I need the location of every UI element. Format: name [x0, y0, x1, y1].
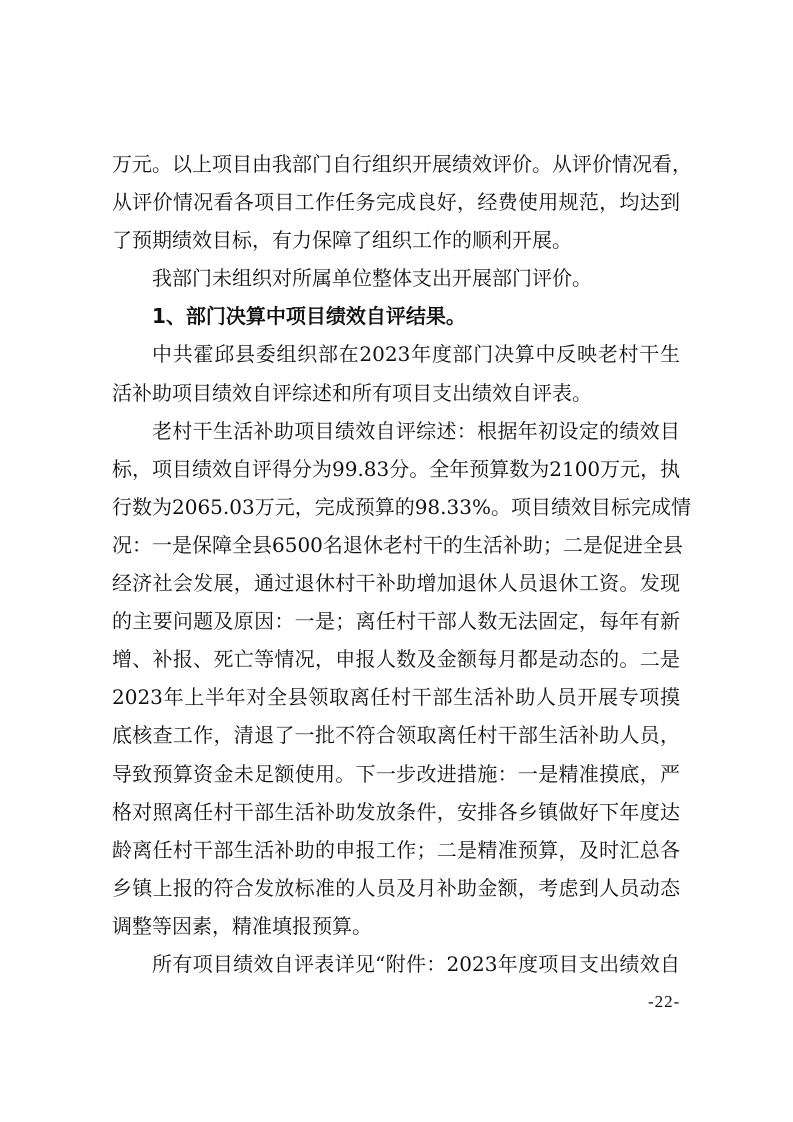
paragraph-line: 所有项目绩效自评表详见“附件：2023年度项目支出绩效自 [152, 951, 680, 976]
paragraph-line: 老村干生活补助项目绩效自评综述：根据年初设定的绩效目 [152, 418, 680, 443]
paragraph-line: 活补助项目绩效自评综述和所有项目支出绩效自评表。 [112, 380, 592, 405]
paragraph-line: 中共霍邱县委组织部在2023年度部门决算中反映老村干生 [152, 342, 680, 367]
paragraph-line: 了预期绩效目标，有力保障了组织工作的顺利开展。 [112, 228, 572, 253]
paragraph-line: 调整等因素，精准填报预算。 [112, 913, 372, 938]
paragraph-line: 底核查工作，清退了一批不符合领取离任村干部生活补助人员， [112, 723, 680, 748]
paragraph-line: 标，项目绩效自评得分为99.83分。全年预算数为2100万元，执 [112, 456, 681, 481]
paragraph-line: 万元。以上项目由我部门自行组织开展绩效评价。从评价情况看， [112, 152, 692, 176]
paragraph-line: 增、补报、死亡等情况，申报人数及金额每月都是动态的。二是 [112, 647, 680, 672]
paragraph-line: 况：一是保障全县6500名退休老村干的生活补助；二是促进全县 [112, 532, 683, 557]
paragraph-line: 的主要问题及原因：一是；离任村干部人数无法固定，每年有新 [112, 609, 680, 634]
paragraph-line: 经济社会发展，通过退休村干补助增加退休人员退休工资。发现 [112, 571, 680, 596]
page-number: -22- [648, 992, 681, 1011]
paragraph-line: 格对照离任村干部生活补助发放条件，安排各乡镇做好下年度达 [112, 799, 680, 824]
section-heading: 1、部门决算中项目绩效自评结果。 [152, 304, 466, 329]
paragraph-line: 龄离任村干部生活补助的申报工作；二是精准预算，及时汇总各 [112, 837, 680, 862]
paragraph-line: 乡镇上报的符合发放标准的人员及月补助金额，考虑到人员动态 [112, 875, 680, 900]
paragraph-line: 从评价情况看各项目工作任务完成良好，经费使用规范，均达到 [112, 190, 680, 215]
paragraph-line: 导致预算资金未足额使用。下一步改进措施：一是精准摸底，严 [112, 761, 680, 786]
paragraph-line: 2023年上半年对全县领取离任村干部生活补助人员开展专项摸 [112, 685, 680, 710]
paragraph-line: 我部门未组织对所属单位整体支出开展部门评价。 [152, 266, 592, 291]
document-body [112, 145, 692, 983]
paragraph-line: 行数为2065.03万元，完成预算的98.33%。项目绩效目标完成情 [112, 494, 691, 519]
